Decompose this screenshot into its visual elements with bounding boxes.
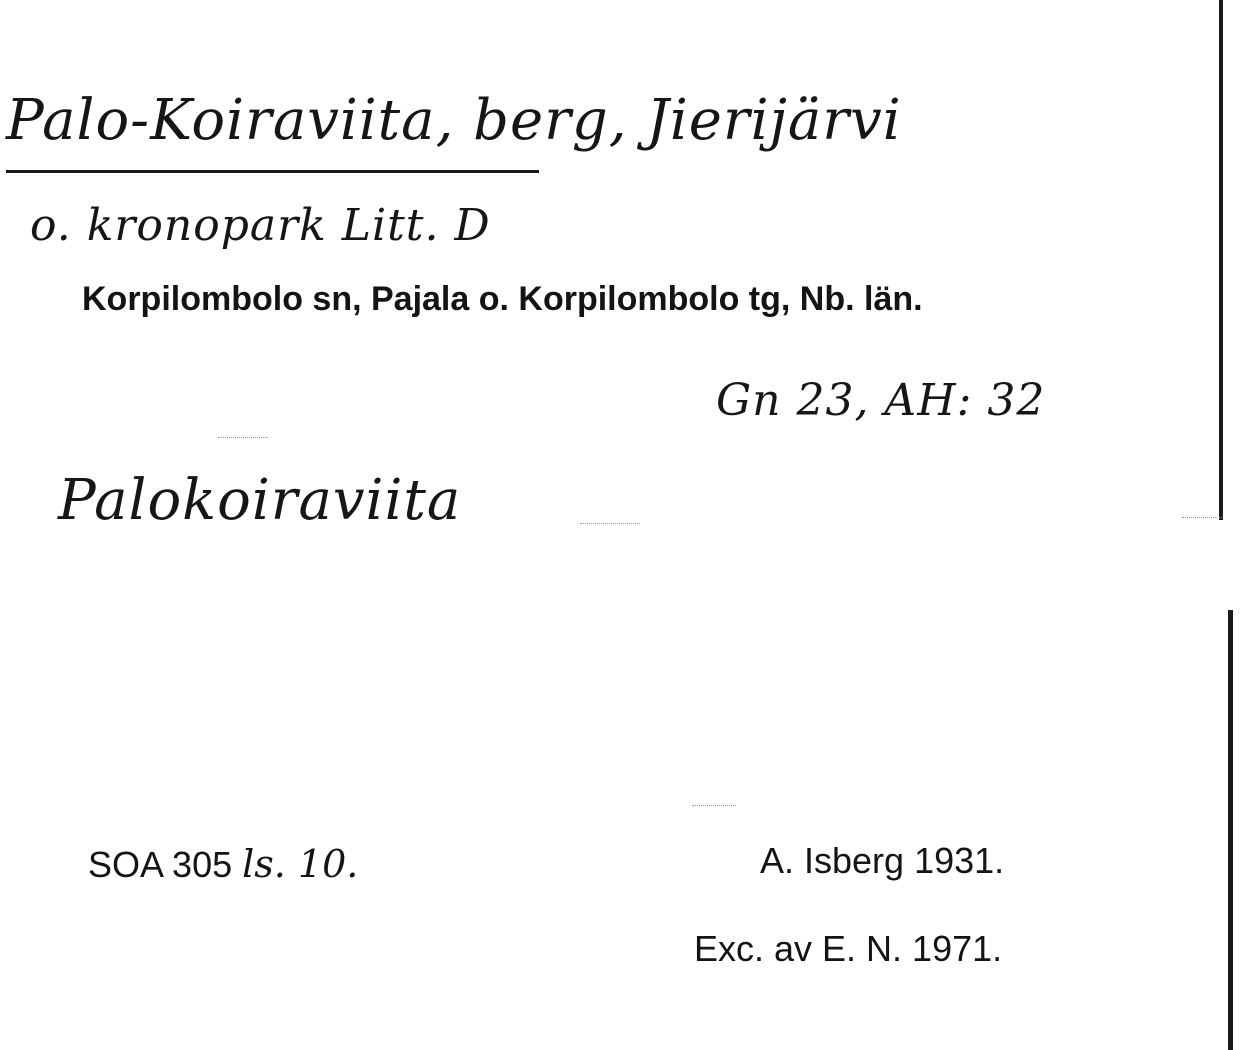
heading-second-line: o. kronopark Litt. D (30, 200, 491, 251)
place-name-heading (6, 88, 902, 153)
scan-speck (218, 437, 268, 438)
scan-speck (1182, 517, 1222, 518)
scan-speck (580, 523, 640, 524)
map-reference: Gn 23, AH: 32 (716, 375, 1046, 426)
variant-name-form: Palokoiraviita (58, 468, 462, 533)
source-page-handwritten: ls. 10. (242, 842, 359, 886)
scan-speck (692, 805, 736, 806)
place-name: Palo-Koiraviita (6, 88, 436, 153)
collector-and-year: A. Isberg 1931. (760, 840, 1005, 881)
place-type-and-area: , berg, Jierijärvi (435, 88, 902, 153)
parish-location: Korpilombolo sn, Pajala o. Korpilombolo tg, Nb. län. (82, 280, 923, 318)
source-archive-code: SOA 305 (88, 844, 233, 885)
card-edge-upper (1219, 0, 1223, 520)
excerpt-note: Exc. av E. N. 1971. (694, 928, 1003, 969)
place-name-underline (6, 170, 539, 173)
card-edge-lower (1228, 610, 1233, 1050)
source-reference (88, 842, 358, 886)
